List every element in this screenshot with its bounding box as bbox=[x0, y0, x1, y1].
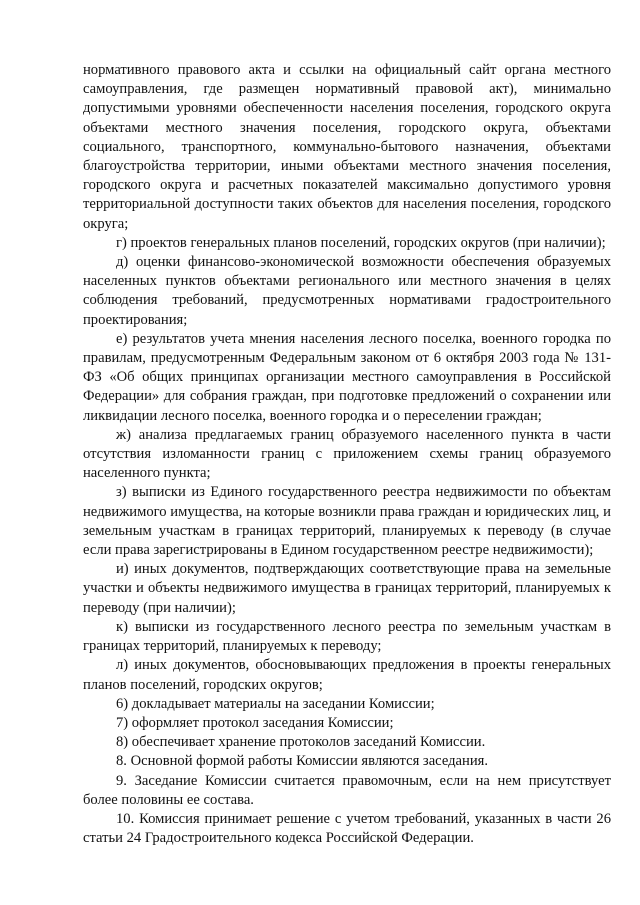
paragraph-continuation: нормативного правового акта и ссылки на официальный сайт органа местного самоуправления, где размещен нормативный правовой акт), минимально допустимыми уровнями обеспеченности населения поселения, городского округа объектами местного значения поселения, городского округа, объектами социального, транспортного, коммунально-бытового назначения, объектами благоустройства территории, иными объектами местного значения поселения, городского округа и расчетных показателей максимально допустимого уровня территориальной доступности таких объектов для населения поселения, городского округа; bbox=[83, 62, 611, 232]
paragraph-subitem-7: 7) оформляет протокол заседания Комиссии; bbox=[116, 714, 394, 731]
paragraph-item-d: д) оценки финансово-экономической возможности обеспечения образуемых населенных пунктов объектами регионального или местного значения в целях соблюдения требований, предусмотренных нормативами градостроительного проектирования; bbox=[83, 254, 611, 328]
paragraph-subitem-8: 8) обеспечивает хранение протоколов заседаний Комиссии. bbox=[116, 734, 486, 751]
paragraph-clause-10: 10. Комиссия принимает решение с учетом требований, указанных в части 26 статьи 24 Градостроительного кодекса Российской Федерации. bbox=[83, 810, 611, 847]
paragraph-item-k: к) выписки из государственного лесного реестра по земельным участкам в границах территорий, планируемых к переводу; bbox=[83, 618, 611, 655]
paragraph-item-i: и) иных документов, подтверждающих соответствующие права на земельные участки и объекты недвижимого имущества в границах территорий, планируемых к переводу (при наличии); bbox=[83, 561, 611, 616]
paragraph-item-g: г) проектов генеральных планов поселений, городских округов (при наличии); bbox=[116, 234, 606, 251]
paragraph-subitem-6: 6) докладывает материалы на заседании Комиссии; bbox=[116, 695, 435, 712]
paragraph-item-z: з) выписки из Единого государственного реестра недвижимости по объектам недвижимого имущества, на которые возникли права граждан и юридических лиц, и земельным участкам в границах территорий, планируемых к переводу (в случае если права зарегистрированы в Едином государственном реестре недвижимости); bbox=[83, 484, 611, 559]
paragraph-item-zh: ж) анализа предлагаемых границ образуемого населенного пункта в части отсутствия изломанности границ с приложением схемы границ образуемого населенного пункта; bbox=[83, 426, 611, 482]
document-page bbox=[83, 61, 611, 848]
paragraph-item-e: е) результатов учета мнения населения лесного поселка, военного городка по правилам, предусмотренным Федеральным законом от 6 октября 2003 года № 131-ФЗ «Об общих принципах организации местного самоуправления в Российской Федерации» для собрания граждан, при подготовке предложений о сохранении или ликвидации лесного поселка, военного городка и о переселении граждан; bbox=[83, 330, 611, 424]
paragraph-clause-8: 8. Основной формой работы Комиссии являются заседания. bbox=[116, 753, 488, 770]
paragraph-clause-9: 9. Заседание Комиссии считается правомочным, если на нем присутствует более половины ее состава. bbox=[83, 772, 611, 808]
paragraph-item-l: л) иных документов, обосновывающих предложения в проекты генеральных планов поселений, городских округов; bbox=[83, 657, 611, 693]
